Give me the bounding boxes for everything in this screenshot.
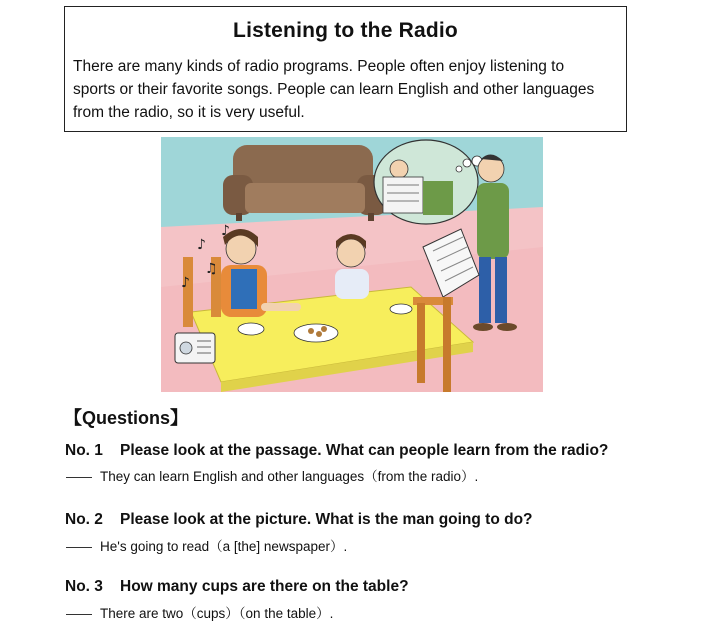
svg-text:♪: ♪ — [197, 237, 206, 253]
svg-text:♫: ♫ — [205, 261, 218, 277]
question-text: How many cups are there on the table? — [120, 578, 409, 595]
illustration-living-room — [161, 137, 543, 392]
passage-title: Listening to the Radio — [233, 19, 458, 42]
svg-text:♪: ♪ — [221, 223, 230, 239]
answer-3 — [66, 602, 333, 622]
svg-text:♪: ♪ — [181, 275, 190, 291]
answer-dash — [66, 547, 92, 548]
question-number: No. 2 — [65, 511, 103, 528]
answer-1 — [66, 465, 478, 485]
question-3 — [65, 578, 409, 596]
answer-dash — [66, 477, 92, 478]
answer-dash — [66, 614, 92, 615]
passage-line: There are many kinds of radio programs. People often enjoy listening to — [73, 58, 565, 75]
sofa — [223, 145, 387, 221]
passage-box — [64, 6, 627, 132]
answer-text: He's going to read（a [the] newspaper）. — [100, 539, 348, 554]
question-text: Please look at the passage. What can people learn from the radio? — [120, 442, 609, 459]
question-number: No. 3 — [65, 578, 103, 595]
question-1 — [65, 442, 608, 460]
questions-heading: 【Questions】 — [64, 408, 189, 428]
question-text: Please look at the picture. What is the man going to do? — [120, 511, 533, 528]
answer-text: There are two（cups）（on the table）. — [100, 606, 334, 621]
radio — [175, 333, 215, 363]
answer-text: They can learn English and other languages（from the radio）. — [100, 469, 479, 484]
passage-line: from the radio, so it is very useful. — [73, 104, 305, 121]
passage-text — [73, 55, 618, 124]
passage-line: sports or their favorite songs. People can learn English and other languages — [73, 81, 595, 98]
question-2 — [65, 511, 533, 529]
answer-2 — [66, 535, 347, 555]
question-number: No. 1 — [65, 442, 103, 459]
